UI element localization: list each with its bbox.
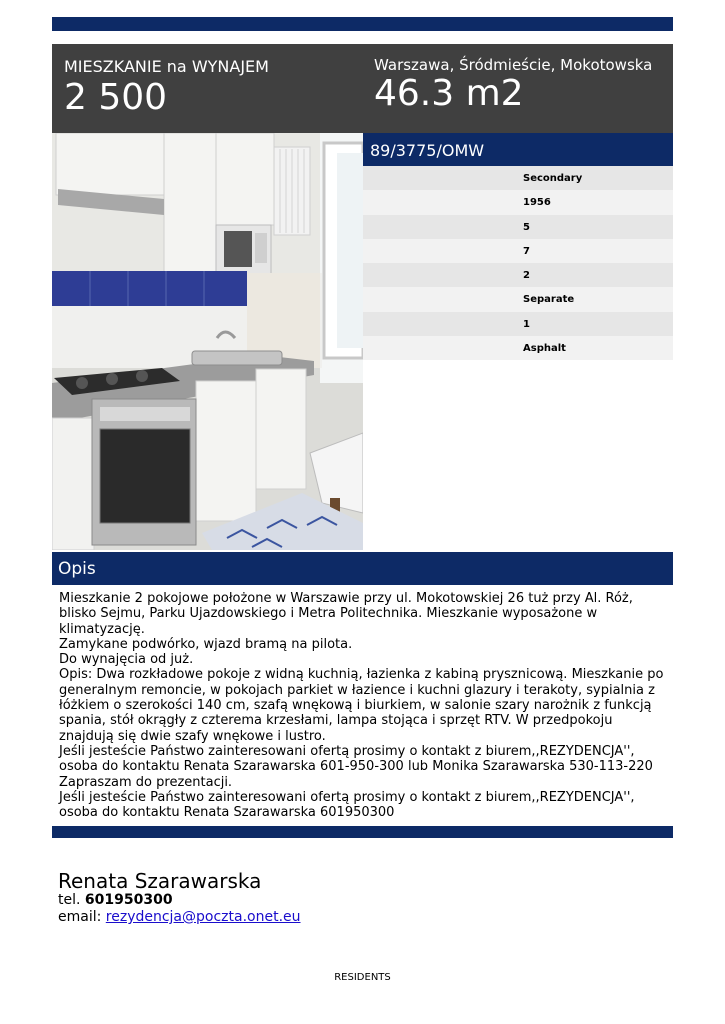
detail-value: 2	[523, 270, 530, 282]
detail-value: 1	[523, 318, 530, 330]
description-text	[59, 591, 665, 820]
detail-row	[363, 287, 673, 311]
contact-email	[58, 909, 301, 926]
kitchen-photo	[52, 133, 363, 550]
description-paragraph: Jeśli jesteście Państwo zainteresowani ofertą prosimy o kontakt z biurem,,REZYDENCJA'', osoba do kontaktu Renata Szarawarska 601950300	[59, 789, 635, 821]
detail-value: 5	[523, 221, 530, 233]
detail-row	[363, 166, 673, 190]
details-table	[363, 166, 673, 360]
phone-number: 601950300	[84, 892, 173, 908]
contact-phone	[58, 892, 301, 909]
reference-number: 89/3775/OMW	[370, 141, 485, 160]
email-label: email:	[58, 909, 102, 925]
detail-row	[363, 312, 673, 336]
detail-row	[363, 239, 673, 263]
contact-name: Renata Szarawarska	[58, 869, 262, 893]
price: 2 500	[64, 77, 168, 118]
area: 46.3 m2	[374, 73, 524, 114]
detail-value: Secondary	[523, 173, 583, 184]
detail-row	[363, 336, 673, 360]
description-paragraph: Mieszkanie 2 pokojowe położone w Warszawie przy ul. Mokotowskiej 26 tuż przy Al. Róż, blisko Sejmu, Parku Ujazdowskiego i Metra Politechnika. Mieszkanie wyposażone w klimatyzację.	[59, 591, 633, 637]
divider-bar	[52, 826, 673, 838]
location: Warszawa, Śródmieście, Mokotowska	[374, 56, 653, 74]
email-link[interactable]: rezydencja@poczta.onet.eu	[105, 909, 301, 925]
listing-header	[52, 44, 673, 133]
description-header	[52, 552, 673, 585]
detail-value: Asphalt	[523, 343, 566, 355]
contact-block	[58, 870, 301, 926]
description-paragraph: Zamykane podwórko, wjazd bramą na pilota.	[59, 636, 353, 652]
detail-row	[363, 263, 673, 287]
detail-value: 7	[523, 245, 530, 257]
top-accent-bar	[52, 17, 673, 31]
detail-row	[363, 215, 673, 239]
description-paragraph: Opis: Dwa rozkładowe pokoje z widną kuchnią, łazienka z kabiną prysznicową. Mieszkanie po generalnym remoncie, w pokojach parkiet w łazience i kuchni glazury i terakoty, sypialnia z łóżkiem o szerokości 140 cm, szafą wnękową i biurkiem, w salonie szary narożnik z funkcją spania, stół okrągły z czterema krzesłami, lampa stojąca i sprzęt RTV. W przedpokoju znajdują się dwie szafy wnękowe i lustro.	[59, 667, 664, 744]
offer-type: MIESZKANIE na WYNAJEM	[64, 57, 269, 76]
detail-value: 1956	[523, 197, 551, 209]
description-paragraph: Jeśli jesteście Państwo zainteresowani ofertą prosimy o kontakt z biurem,,REZYDENCJA'', osoba do kontaktu Renata Szarawarska 601-950-300 lub Monika Szarawarska 530-113-220	[59, 743, 653, 775]
detail-value: Separate	[523, 294, 575, 306]
detail-row	[363, 190, 673, 214]
section-title: Opis	[58, 559, 96, 579]
reference-bar	[363, 133, 673, 166]
phone-label: tel.	[58, 892, 81, 908]
footer-brand: RESIDENTS	[334, 972, 391, 983]
description-paragraph: Do wynajęcia od już.	[59, 652, 194, 668]
description-paragraph: Zapraszam do prezentacji.	[59, 774, 233, 790]
